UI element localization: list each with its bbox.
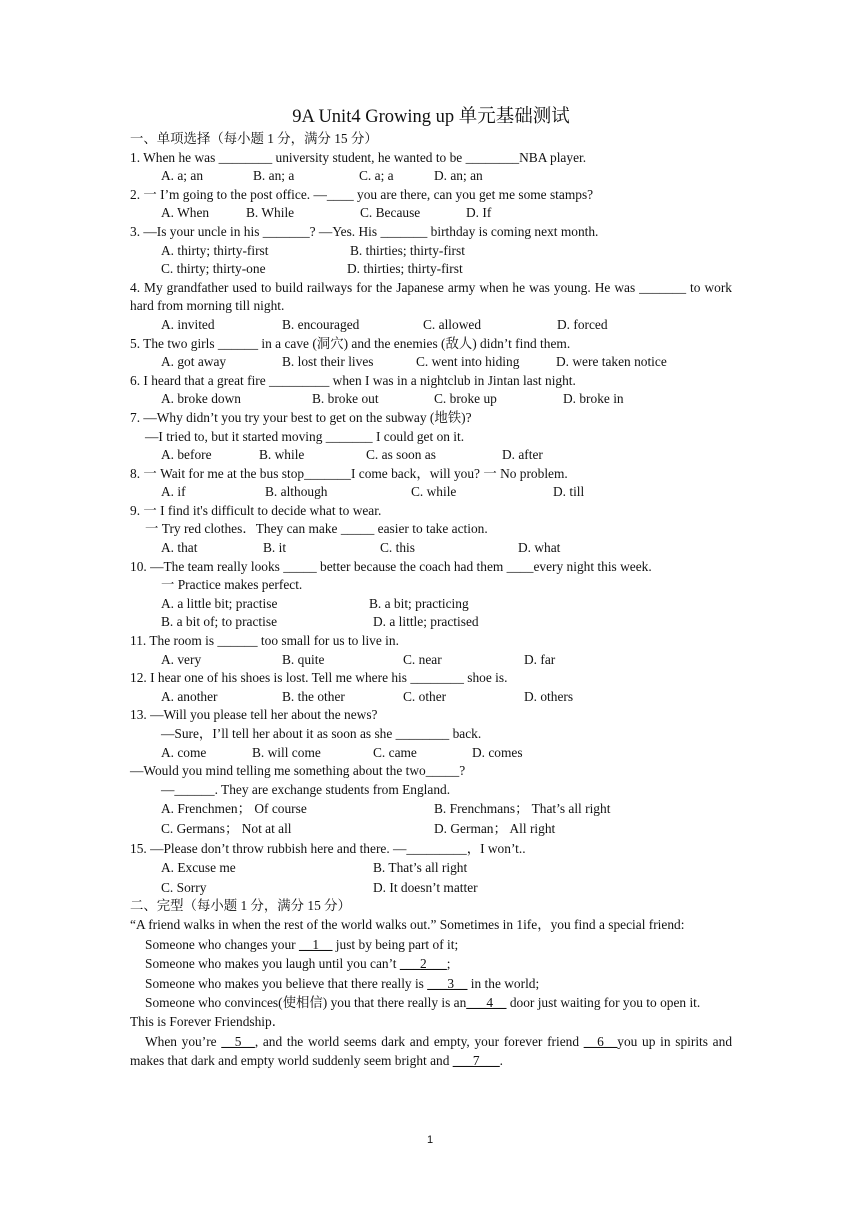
question-6: 6. I heard that a great fire _________ when I was in a nightclub in Jintan last night. xyxy=(130,372,576,388)
option: D. It doesn’t matter xyxy=(373,879,478,895)
option: C. while xyxy=(411,484,457,500)
text: . xyxy=(499,1053,504,1068)
question-10-reply: 一 Practice makes perfect. xyxy=(161,577,303,593)
question-4: 4. My grandfather used to build railways for the Japanese army when he was young. He was _______ to work hard from morning till night. xyxy=(130,279,732,314)
cloze-line-5 xyxy=(130,1032,732,1071)
option: C. thirty; thirty-one xyxy=(161,261,266,277)
option: D. till xyxy=(553,484,585,500)
option: A. come xyxy=(161,744,207,760)
option: A. got away xyxy=(161,354,227,370)
cloze-intro: “A friend walks in when the rest of the world walks out.” Sometimes in 1ife，you find a special friend: xyxy=(130,916,685,932)
blank-6: __6__ xyxy=(583,1033,618,1049)
option: A. invited xyxy=(161,316,215,332)
option: B. it xyxy=(263,540,287,556)
option: A. Excuse me xyxy=(161,860,236,876)
section-heading-1: 一、单项选择（每小题 1 分，满分 15 分） xyxy=(130,131,378,146)
option: C. broke up xyxy=(434,391,497,407)
text: Someone who convinces(使相信) you that there really is an xyxy=(145,995,467,1011)
option: B. while xyxy=(259,447,305,463)
option: D. thirties; thirty-first xyxy=(347,261,463,277)
text: Someone who changes your xyxy=(145,936,299,952)
page-number: 1 xyxy=(426,1134,434,1146)
text: just by being part of it; xyxy=(332,936,459,952)
cloze-line-forever: This is Forever Friendship． xyxy=(130,1013,286,1029)
option: C. came xyxy=(373,744,417,760)
option: A. When xyxy=(161,205,210,221)
option: D. If xyxy=(466,205,492,221)
option: D. a little; practised xyxy=(373,614,479,630)
option: C. near xyxy=(403,651,442,667)
option: C. Because xyxy=(360,205,421,221)
question-13-reply: —Sure，I’ll tell her about it as soon as she ________ back. xyxy=(161,726,482,741)
option: B. an; a xyxy=(253,168,295,184)
question-6-options xyxy=(130,390,732,409)
text: ; xyxy=(446,956,451,972)
question-10-options-row2 xyxy=(130,613,732,632)
blank-2: ___2___ xyxy=(399,956,447,972)
option: C. went into hiding xyxy=(416,354,520,370)
question-15-options-row2 xyxy=(130,879,732,898)
option: D. were taken notice xyxy=(556,354,667,370)
option: B. although xyxy=(265,484,328,500)
option: A. thirty; thirty-first xyxy=(161,242,269,258)
cloze-line-4 xyxy=(130,994,732,1013)
option: B. quite xyxy=(282,651,325,667)
option: B. Frenchmans； That’s all right xyxy=(434,801,611,817)
option: D. an; an xyxy=(434,168,483,184)
question-5: 5. The two girls ______ in a cave (洞穴) and the enemies (敌人) didn’t find them. xyxy=(130,335,571,351)
option: C. Germans； Not at all xyxy=(161,820,292,836)
option: D. German； All right xyxy=(434,820,556,836)
option: B. lost their lives xyxy=(282,354,374,370)
option: D. comes xyxy=(472,744,523,760)
option: B. encouraged xyxy=(282,316,360,332)
option: D. forced xyxy=(557,316,608,332)
question-13-options xyxy=(130,744,732,763)
option: A. if xyxy=(161,484,186,500)
option: C. allowed xyxy=(423,316,482,332)
option: A. a little bit; practise xyxy=(161,595,278,611)
question-7-reply: —I tried to, but it started moving _______ I could get on it. xyxy=(145,428,465,444)
option: B. While xyxy=(246,205,295,221)
option: C. Sorry xyxy=(161,879,207,895)
option: D. what xyxy=(518,540,561,556)
document-page xyxy=(130,104,732,1071)
option: B. a bit; practicing xyxy=(369,595,469,611)
question-10: 10. —The team really looks _____ better because the coach had them ____every night this week. xyxy=(130,558,652,574)
option: B. will come xyxy=(252,744,321,760)
question-1-options xyxy=(130,167,732,186)
blank-5: __5__ xyxy=(221,1033,255,1049)
question-3-options-row1 xyxy=(130,242,732,261)
question-14-reply: —______. They are exchange students from England. xyxy=(161,781,451,797)
question-14: —Would you mind telling me something about the two_____? xyxy=(130,763,466,779)
question-9-reply: 一 Try red clothes．They can make _____ easier to take action. xyxy=(145,521,488,537)
blank-4: ___4__ xyxy=(466,995,507,1011)
text: When you’re xyxy=(145,1033,222,1049)
question-9-options xyxy=(130,539,732,558)
cloze-line-2 xyxy=(130,955,732,974)
text: door just waiting for you to open it. xyxy=(506,995,701,1011)
text: in the world; xyxy=(467,975,540,991)
section-heading-2: 二、完型（每小题 1 分，满分 15 分） xyxy=(130,898,351,914)
cloze-line-1 xyxy=(130,936,732,955)
question-11: 11. The room is ______ too small for us to live in. xyxy=(130,633,399,649)
document-title: 9A Unit4 Growing up 单元基础测试 xyxy=(292,107,570,127)
question-2: 2. 一 I’m going to the post office. —____ you are there, can you get me some stamps? xyxy=(130,186,594,202)
question-7-options xyxy=(130,446,732,465)
blank-3: ___3__ xyxy=(427,975,468,991)
option: D. far xyxy=(524,651,556,667)
text: , and the world seems dark and empty, your forever friend xyxy=(254,1033,584,1049)
blank-1: __1__ xyxy=(298,936,333,952)
option: B. the other xyxy=(282,688,345,704)
blank-7: ___7___ xyxy=(452,1053,500,1068)
question-14-options-row2 xyxy=(130,820,732,839)
option: D. others xyxy=(524,688,574,704)
option: A. before xyxy=(161,447,212,463)
cloze-line-3 xyxy=(130,975,732,994)
text: you up in spirits and makes that dark and empty world suddenly seem bright and xyxy=(130,1033,733,1068)
question-13: 13. —Will you please tell her about the news? xyxy=(130,707,378,723)
question-4-options xyxy=(130,316,732,335)
text: Someone who makes you believe that there really is xyxy=(145,975,428,991)
question-3: 3. —Is your uncle in his _______? —Yes. His _______ birthday is coming next month. xyxy=(130,223,599,239)
question-11-options xyxy=(130,651,732,670)
question-10-options-row1 xyxy=(130,595,732,614)
option: A. that xyxy=(161,540,198,556)
option: C. this xyxy=(380,540,415,556)
question-14-options-row1 xyxy=(130,800,732,819)
text: Someone who makes you laugh until you can’t xyxy=(145,956,400,972)
question-12-options xyxy=(130,688,732,707)
option: B. broke out xyxy=(312,391,379,407)
question-5-options xyxy=(130,353,732,372)
question-1: 1. When he was ________ university student, he wanted to be ________NBA player. xyxy=(130,149,587,165)
question-15: 15. —Please don’t throw rubbish here and there. —_________，I won’t.. xyxy=(130,840,526,856)
question-15-options-row1 xyxy=(130,859,732,878)
option: A. Frenchmen； Of course xyxy=(161,801,307,817)
question-12: 12. I hear one of his shoes is lost. Tell me where his ________ shoe is. xyxy=(130,670,508,686)
question-8-options xyxy=(130,483,732,502)
option: A. a; an xyxy=(161,168,204,184)
option: B. thirties; thirty-first xyxy=(350,242,465,258)
option: C. a; a xyxy=(359,168,394,184)
option: B. That’s all right xyxy=(373,860,468,876)
option: A. another xyxy=(161,688,218,704)
option: A. very xyxy=(161,651,202,667)
question-9: 9. 一 I find it's difficult to decide what to wear. xyxy=(130,502,382,518)
question-8: 8. 一 Wait for me at the bus stop_______I come back，will you? 一 No problem. xyxy=(130,465,568,481)
question-3-options-row2 xyxy=(130,260,732,279)
option: D. after xyxy=(502,447,543,463)
option: C. as soon as xyxy=(366,447,436,463)
option: C. other xyxy=(403,688,447,704)
option: A. broke down xyxy=(161,391,241,407)
question-2-options xyxy=(130,204,732,223)
question-7: 7. —Why didn’t you try your best to get on the subway (地铁)? xyxy=(130,409,472,425)
option: B. a bit of; to practise xyxy=(161,614,278,630)
option: D. broke in xyxy=(563,391,624,407)
